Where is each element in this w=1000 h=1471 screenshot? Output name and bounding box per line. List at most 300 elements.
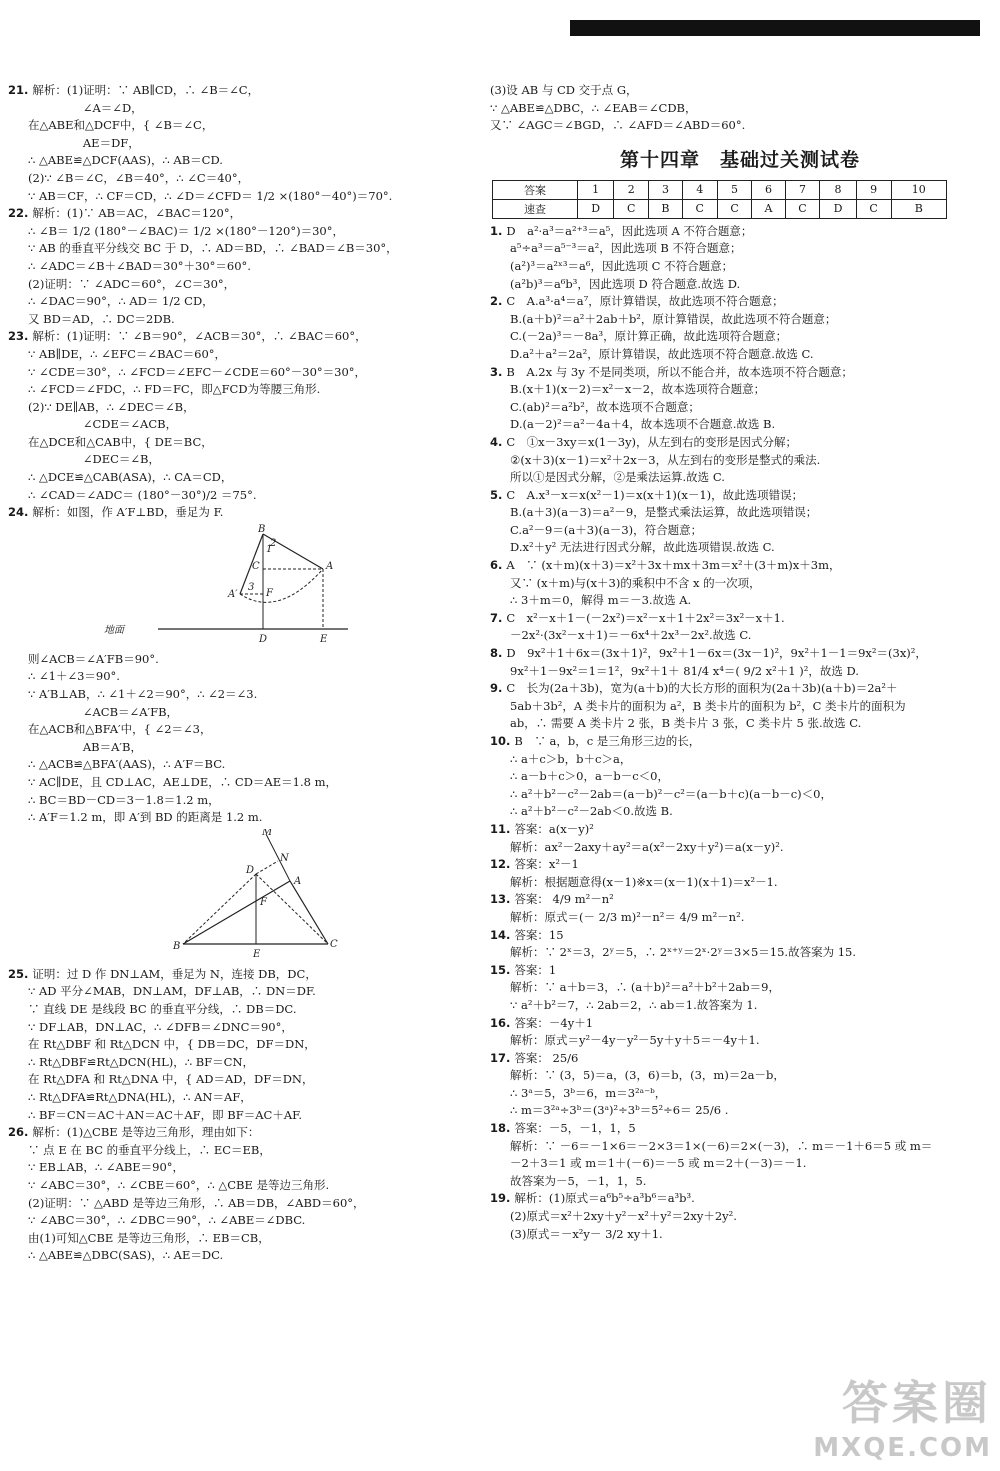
text-line xyxy=(490,434,990,452)
line-text: ∴ ∠1＋∠3＝90°. xyxy=(28,669,120,684)
text-line xyxy=(490,1208,990,1226)
item-number xyxy=(490,840,510,854)
item-number xyxy=(8,189,28,203)
item-number xyxy=(8,277,28,291)
item-number: 23. xyxy=(8,329,33,344)
table-answer-cell: C xyxy=(614,199,649,218)
text-line xyxy=(490,1190,990,1208)
item-number xyxy=(490,347,510,361)
text-line xyxy=(490,997,990,1015)
item-number xyxy=(490,1209,510,1223)
item-number xyxy=(8,365,28,379)
svg-text:F: F xyxy=(260,896,267,908)
line-text: C.a²－9＝(a＋3)(a－3)，符合题意； xyxy=(510,522,703,537)
line-text: D.a²＋a²＝2a²，原计算错误，故此选项不符合题意.故选 C. xyxy=(510,346,814,361)
text-line xyxy=(8,704,468,722)
line-text: ②(x＋3)(x－1)＝x²＋2x－3，从左到右的变形是整式的乘法. xyxy=(510,452,821,467)
text-line xyxy=(490,663,990,681)
line-text: ∴ Rt△DFA≌Rt△DNA(HL)，∴ AN＝AF， xyxy=(28,1089,252,1104)
item-number xyxy=(8,775,28,789)
item-number xyxy=(8,1143,28,1157)
text-line xyxy=(490,1067,990,1085)
intro-line: ∵ △ABE≌△DBC，∴ ∠EAB＝∠CDB， xyxy=(490,100,697,115)
line-text: ∵ 点 E 在 BC 的垂直平分线上，∴ EC＝EB， xyxy=(28,1142,271,1157)
line-text: ∵ AB＝CF，∴ CF＝CD，∴ ∠D＝∠CFD＝ 1/2 ×(180°－40°)＝70°. xyxy=(28,188,393,203)
text-line xyxy=(8,1177,468,1195)
line-text: 解析：(1)原式＝a⁶b⁵÷a³b⁶＝a³b³. xyxy=(514,1191,695,1206)
text-line xyxy=(490,1015,990,1033)
table-answer-cell: B xyxy=(891,199,946,218)
line-text: ∴ 3ᵃ＝5，3ᵇ＝6，m＝3²ᵃ⁻ᵇ， xyxy=(510,1085,667,1100)
item-number xyxy=(8,382,28,396)
text-line xyxy=(490,803,990,821)
line-text: ∠A＝∠D， xyxy=(28,100,143,115)
text-line xyxy=(8,809,468,827)
line-text: 答案：－4y＋1 xyxy=(514,1015,594,1030)
answer-table-number-row xyxy=(493,180,947,199)
item-number xyxy=(490,752,510,766)
text-line xyxy=(8,1107,468,1125)
line-text: C x²－x＋1－(－2x²)＝x²－x＋1＋2x²＝3x²－x＋1. xyxy=(506,610,785,625)
item-number xyxy=(490,1086,510,1100)
text-line xyxy=(8,1195,468,1213)
left-text-part3 xyxy=(8,966,468,1265)
text-line xyxy=(8,469,468,487)
text-line xyxy=(490,1155,990,1173)
item-number xyxy=(490,980,510,994)
line-text: ∴ a²＋b²－c²－2ab＜0.故选 B. xyxy=(510,804,673,819)
item-number: 12. xyxy=(490,857,515,872)
text-line xyxy=(8,983,468,1001)
svg-text:N: N xyxy=(280,852,289,864)
line-text: 则∠ACB＝∠A′FB＝90°. xyxy=(28,651,159,666)
line-text: 解析：∵ (3，5)＝a，(3，6)＝b，(3，m)＝2a－b， xyxy=(510,1068,785,1083)
item-number xyxy=(490,241,510,255)
text-line xyxy=(8,117,468,135)
text-line xyxy=(8,346,468,364)
line-text: ∵ ∠CDE＝30°，∴ ∠FCD＝∠EFC－∠CDE＝60°－30°＝30°， xyxy=(28,364,367,379)
text-line xyxy=(8,434,468,452)
text-line xyxy=(490,258,990,276)
line-text: ∴ △ACB≌△BFA′(AAS)，∴ A′F＝BC. xyxy=(28,757,226,772)
item-number xyxy=(490,400,510,414)
line-text: 证明：过 D 作 DN⊥AM，垂足为 N，连接 DB，DC， xyxy=(32,966,317,981)
line-text: 解析：∵ －6＝－1×6＝－2×3＝1×(－6)＝2×(－3)，∴ m＝－1＋6＝5 或 m＝ xyxy=(510,1138,933,1153)
line-text: C A.x³－x＝x(x²－1)＝x(x＋1)(x－1)，故此选项错误； xyxy=(506,487,804,502)
text-line xyxy=(490,909,990,927)
line-text: ∴ △DCE≌△CAB(ASA)，∴ CA＝CD， xyxy=(28,470,233,485)
text-line xyxy=(8,311,468,329)
text-line xyxy=(490,1032,990,1050)
item-number xyxy=(490,1103,510,1117)
text-line xyxy=(490,627,990,645)
line-text: 在△DCE和△CAB中，{ DE＝BC， xyxy=(28,434,213,449)
text-line xyxy=(490,1120,990,1138)
figure-bisector-svg xyxy=(8,829,468,959)
item-number xyxy=(490,505,510,519)
line-text: ∵ DF⊥AB，DN⊥AC，∴ ∠DFB＝∠DNC＝90°， xyxy=(28,1019,293,1034)
text-line xyxy=(8,328,468,346)
text-line xyxy=(8,1142,468,1160)
line-text: ∴ A′F＝1.2 m，即 A′到 BD 的距离是 1.2 m. xyxy=(28,810,263,825)
line-text: ∴ △ABE≌△DCF(AAS)，∴ AB＝CD. xyxy=(28,153,223,168)
table-number-cell: 1 xyxy=(578,180,614,199)
text-line xyxy=(8,1054,468,1072)
item-number xyxy=(490,523,510,537)
item-number xyxy=(490,699,510,713)
item-number xyxy=(490,716,510,730)
item-number xyxy=(8,101,28,115)
figure-bisector xyxy=(8,829,468,962)
table-number-cell: 9 xyxy=(856,180,891,199)
text-line xyxy=(8,1159,468,1177)
text-line xyxy=(8,276,468,294)
item-number: 13. xyxy=(490,892,515,907)
item-number xyxy=(490,382,510,396)
line-text: ∵ a²＋b²＝7，∴ 2ab＝2，∴ ab＝1.故答案为 1. xyxy=(510,997,758,1012)
line-text: 由(1)可知△CBE 是等边三角形，∴ EB＝CB， xyxy=(28,1230,270,1245)
item-number xyxy=(490,417,510,431)
text-line xyxy=(8,364,468,382)
line-text: ∠DEC＝∠B， xyxy=(28,452,161,467)
item-number: 25. xyxy=(8,966,33,981)
item-number xyxy=(490,312,510,326)
text-line xyxy=(490,557,990,575)
text-line xyxy=(490,381,990,399)
item-number: 3. xyxy=(490,364,507,379)
svg-text:B: B xyxy=(173,940,181,952)
item-number: 6. xyxy=(490,558,507,573)
table-number-cell: 2 xyxy=(614,180,649,199)
line-text: 5ab＋3b²，A 类卡片的面积为 a²，B 类卡片的面积为 b²，C 类卡片的面积为 xyxy=(510,698,906,713)
svg-text:D: D xyxy=(246,864,255,876)
text-line xyxy=(490,891,990,909)
item-number xyxy=(490,1033,510,1047)
line-text: (a²)³＝a²ˣ³＝a⁶，因此选项 C 不符合题意； xyxy=(510,258,734,273)
line-text: 在 Rt△DFA 和 Rt△DNA 中，{ AD＝AD，DF＝DN， xyxy=(28,1072,314,1087)
item-number: 11. xyxy=(490,821,515,836)
item-number xyxy=(8,470,28,484)
text-line xyxy=(490,680,990,698)
svg-text:C: C xyxy=(252,560,260,572)
line-text: 答案：x²－1 xyxy=(514,857,579,872)
line-text: ∠CDE＝∠ACB， xyxy=(28,417,178,432)
header-bar xyxy=(570,20,980,36)
text-line xyxy=(490,1085,990,1103)
line-text: 答案：a(x－y)² xyxy=(514,821,594,836)
item-number xyxy=(490,1174,510,1188)
item-number xyxy=(490,1227,510,1241)
text-line xyxy=(490,328,990,346)
item-number: 15. xyxy=(490,962,515,977)
line-text: ∵ AB∥DE，∴ ∠EFC＝∠BAC＝60°， xyxy=(28,346,227,361)
text-line xyxy=(490,487,990,505)
item-number xyxy=(8,740,28,754)
text-line xyxy=(8,504,468,522)
text-line xyxy=(490,944,990,962)
text-line xyxy=(490,962,990,980)
line-text: ∴ ∠CAD＝∠ADC＝ (180°－30°)/2 ＝75°. xyxy=(28,487,257,502)
text-line xyxy=(490,839,990,857)
line-text: B ∵ a，b，c 是三角形三边的长， xyxy=(514,734,701,748)
item-number: 19. xyxy=(490,1191,515,1206)
line-text: B A.2x 与 3y 不是同类项，所以不能合并，故本选项不符合题意； xyxy=(506,364,853,379)
item-number xyxy=(490,1139,510,1153)
figure-ladder xyxy=(8,524,468,647)
text-line xyxy=(490,539,990,557)
svg-text:M: M xyxy=(262,828,273,838)
text-line xyxy=(8,1036,468,1054)
line-text: ∴ a＋c＞b，b＋c＞a， xyxy=(510,751,632,766)
line-text: ∵ AC∥DE，且 CD⊥AC，AE⊥DE，∴ CD＝AE＝1.8 m， xyxy=(28,775,337,789)
text-line xyxy=(490,399,990,417)
line-text: 解析：原式＝y²－4y－y²－5y＋y＋5＝－4y＋1. xyxy=(510,1033,760,1048)
table-answer-cell: C xyxy=(682,199,717,218)
text-line xyxy=(8,416,468,434)
svg-text:2: 2 xyxy=(270,537,277,549)
item-number xyxy=(8,1055,28,1069)
item-number xyxy=(8,241,28,255)
item-number xyxy=(8,452,28,466)
item-number xyxy=(8,259,28,273)
text-line xyxy=(490,240,990,258)
line-text: 在△ACB和△BFA′中，{ ∠2＝∠3， xyxy=(28,722,212,737)
line-text: (2)∵ ∠B＝∠C，∠B＝40°，∴ ∠C＝40°， xyxy=(28,170,250,185)
line-text: ∴ a－b＋c＞0，a－b－c＜0， xyxy=(510,769,669,784)
item-number xyxy=(8,705,28,719)
item-number xyxy=(8,417,28,431)
item-number xyxy=(8,488,28,502)
item-number: 8. xyxy=(490,646,507,661)
table-answer-cell: C xyxy=(717,199,752,218)
item-number: 9. xyxy=(490,681,507,696)
line-text: ∠ACB＝∠A′FB， xyxy=(28,704,179,719)
item-number: 10. xyxy=(490,734,515,748)
line-text: 解析：(1)证明：∵ AB∥CD，∴ ∠B＝∠C， xyxy=(32,83,260,97)
line-text: 解析：如图，作 A′F⊥BD，垂足为 F. xyxy=(32,505,224,520)
text-line xyxy=(490,768,990,786)
text-line xyxy=(8,651,468,669)
line-text: 解析：原式＝(－ 2/3 m)²－n²＝ 4/9 m²－n². xyxy=(510,909,745,924)
item-number xyxy=(8,1037,28,1051)
item-number xyxy=(8,294,28,308)
item-number xyxy=(8,1020,28,1034)
line-text: C ①x－3xy＝x(1－3y)，从左到右的变形是因式分解； xyxy=(506,434,798,449)
line-text: (2)原式＝x²＋2xy＋y²－x²＋y²＝2xy＋2y². xyxy=(510,1209,737,1224)
text-line xyxy=(490,504,990,522)
text-line xyxy=(8,170,468,188)
table-number-cell: 7 xyxy=(785,180,820,199)
line-text: ∴ 3＋m＝0，解得 m＝－3.故选 A. xyxy=(510,593,692,608)
text-line xyxy=(8,792,468,810)
line-text: ∴ △ABE≌△DBC(SAS)，∴ AE＝DC. xyxy=(28,1248,224,1263)
item-number xyxy=(490,277,510,291)
item-number xyxy=(8,312,28,326)
text-line xyxy=(8,1001,468,1019)
text-line xyxy=(8,1124,468,1142)
line-text: D a²·a³＝a²⁺³＝a⁵，因此选项 A 不符合题意； xyxy=(506,223,753,238)
item-number xyxy=(490,470,510,484)
table-answer-cell: D xyxy=(820,199,856,218)
line-text: 答案：－5，－1，1，5 xyxy=(514,1121,636,1136)
line-text: －2x²·(3x²－x＋1)＝－6x⁴＋2x³－2x².故选 C. xyxy=(510,628,752,643)
text-line xyxy=(8,205,468,223)
line-text: ∵ ∠ABC＝30°，∴ ∠DBC＝90°，∴ ∠ABE＝∠DBC. xyxy=(28,1213,306,1228)
line-text: 解析：ax²－2axy＋ay²＝a(x²－2xy＋y²)＝a(x－y)². xyxy=(510,839,784,854)
item-number xyxy=(8,757,28,771)
text-line xyxy=(490,1050,990,1068)
item-number xyxy=(8,687,28,701)
text-line xyxy=(490,575,990,593)
text-line xyxy=(8,1089,468,1107)
item-number: 26. xyxy=(8,1125,33,1140)
item-number xyxy=(490,628,510,642)
table-number-cell: 3 xyxy=(649,180,683,199)
item-number xyxy=(8,1072,28,1086)
line-text: C.(ab)²＝a²b²，故本选项不合题意； xyxy=(510,399,700,414)
table-number-cell: 5 xyxy=(717,180,752,199)
right-text xyxy=(490,223,990,1243)
text-line xyxy=(490,469,990,487)
line-text: 答案：1 xyxy=(514,962,557,977)
text-line xyxy=(8,966,468,984)
line-text: ∵ EB⊥AB，∴ ∠ABE＝90°， xyxy=(28,1160,185,1175)
line-text: ∴ ∠FCD＝∠FDC，∴ FD＝FC，即△FCD为等腰三角形. xyxy=(28,382,321,397)
item-number xyxy=(8,435,28,449)
line-text: 答案：15 xyxy=(514,927,564,942)
item-number xyxy=(490,259,510,273)
text-line xyxy=(490,1173,990,1191)
item-number xyxy=(490,875,510,889)
item-number xyxy=(490,787,510,801)
line-text: AB＝A′B， xyxy=(28,739,142,754)
text-line xyxy=(8,487,468,505)
item-number: 5. xyxy=(490,487,507,502)
left-text-part1 xyxy=(8,82,468,522)
text-line xyxy=(8,399,468,417)
line-text: ∵ A′B⊥AB，∴ ∠1＋∠2＝90°，∴ ∠2＝∠3. xyxy=(28,687,258,702)
line-text: －2＋3＝1 或 m＝1＋(－6)＝－5 或 m＝2＋(－3)＝－1. xyxy=(510,1156,807,1171)
watermark-line1: 答案圈 xyxy=(842,1376,992,1430)
item-number xyxy=(490,804,510,818)
table-number-cell: 10 xyxy=(891,180,946,199)
line-text: D 9x²＋1＋6x＝(3x＋1)²，9x²＋1－6x＝(3x－1)²，9x²＋1－1＝9x²＝(3x)²， xyxy=(506,646,927,661)
line-text: (2)证明：∵ △ABD 是等边三角形，∴ AB＝DB，∠ABD＝60°， xyxy=(28,1195,365,1210)
item-number xyxy=(490,576,510,590)
item-number: 2. xyxy=(490,294,507,309)
line-text: 解析：(1)△CBE 是等边三角形，理由如下： xyxy=(32,1125,260,1140)
item-number xyxy=(8,118,28,132)
item-number xyxy=(8,136,28,150)
watermark xyxy=(813,1367,992,1463)
item-number xyxy=(8,153,28,167)
item-number xyxy=(490,910,510,924)
text-line xyxy=(8,451,468,469)
right-column xyxy=(490,82,990,1243)
text-line xyxy=(8,188,468,206)
line-text: a⁵÷a³＝a⁵⁻³＝a²，因此选项 B 不符合题意； xyxy=(510,241,742,256)
item-number xyxy=(8,1213,28,1227)
table-answer-cell: B xyxy=(649,199,683,218)
item-number xyxy=(490,593,510,607)
line-text: ∴ BF＝CN＝AC＋AN＝AC＋AF，即 BF＝AC＋AF. xyxy=(28,1107,302,1122)
text-line xyxy=(8,1019,468,1037)
text-line xyxy=(490,751,990,769)
line-text: ∴ ∠ADC＝∠B＋∠BAD＝30°＋30°＝60°. xyxy=(28,258,251,273)
text-line xyxy=(490,821,990,839)
text-line xyxy=(490,364,990,382)
text-line xyxy=(490,733,990,751)
left-text-part2 xyxy=(8,651,468,827)
intro-line: (3)设 AB 与 CD 交于点 G， xyxy=(490,83,638,97)
table-answer-cell: D xyxy=(578,199,614,218)
line-text: 又 BD＝AD，∴ DC＝2DB. xyxy=(28,311,175,326)
item-number: 21. xyxy=(8,83,33,97)
item-number: 7. xyxy=(490,610,507,625)
item-number xyxy=(8,1178,28,1192)
watermark-line2: MXQE.COM xyxy=(813,1433,992,1463)
line-text: B.(a＋b)²＝a²＋2ab＋b²，原计算错误，故此选项不符合题意； xyxy=(510,311,837,326)
line-text: 又∵ (x＋m)与(x＋3)的乘积中不含 x 的一次项， xyxy=(510,575,761,590)
line-text: A ∵ (x＋m)(x＋3)＝x²＋3x＋mx＋3m＝x²＋(3＋m)x＋3m， xyxy=(506,558,841,573)
text-line xyxy=(490,1138,990,1156)
line-text: 9x²＋1－9x²＝1＝1²，9x²＋1＋ 81/4 x⁴＝( 9/2 x²＋1 )²，故选 D. xyxy=(510,663,859,678)
item-number xyxy=(490,1156,510,1170)
text-line xyxy=(8,240,468,258)
table-head-cell: 速查 xyxy=(493,199,578,218)
item-number: 14. xyxy=(490,927,515,942)
item-number xyxy=(8,1108,28,1122)
left-column xyxy=(8,82,468,1265)
svg-text:E: E xyxy=(320,633,328,644)
item-number xyxy=(8,1196,28,1210)
svg-text:C: C xyxy=(330,938,338,950)
text-line xyxy=(8,1212,468,1230)
svg-text:A: A xyxy=(326,560,334,572)
table-number-cell: 4 xyxy=(682,180,717,199)
line-text: (3)原式＝－x²y－ 3/2 xy＋1. xyxy=(510,1226,663,1241)
item-number: 16. xyxy=(490,1015,515,1030)
right-intro xyxy=(490,82,990,135)
line-text: ∴ ∠B＝ 1/2 (180°－∠BAC)＝ 1/2 ×(180°－120°)＝30°， xyxy=(28,223,344,238)
text-line xyxy=(490,1102,990,1120)
line-text: (a²b)³＝a⁶b³，因此选项 D 符合题意.故选 D. xyxy=(510,276,741,291)
text-line xyxy=(8,381,468,399)
text-line xyxy=(490,522,990,540)
text-line xyxy=(490,645,990,663)
line-text: C.(－2a)³＝－8a³，原计算正确，故此选项符合题意； xyxy=(510,329,788,344)
line-text: ∴ BC＝BD－CD＝3－1.8＝1.2 m， xyxy=(28,792,220,807)
svg-text:A′: A′ xyxy=(228,588,238,600)
line-text: 故答案为－5，－1，1，5. xyxy=(510,1173,647,1188)
line-text: (2)∵ DE∥AB，∴ ∠DEC＝∠B， xyxy=(28,399,195,414)
table-number-cell: 6 xyxy=(752,180,785,199)
item-number xyxy=(490,769,510,783)
text-line xyxy=(490,715,990,733)
line-text: ∵ AB 的垂直平分线交 BC 于 D，∴ AD＝BD，∴ ∠BAD＝∠B＝30°， xyxy=(28,241,398,256)
text-line xyxy=(8,1071,468,1089)
text-line xyxy=(8,774,468,792)
line-text: C A.a³·a⁴＝a⁷，原计算错误，故此选项不符合题意； xyxy=(506,294,784,309)
line-text: (2)证明：∵ ∠ADC＝60°，∠C＝30°， xyxy=(28,276,236,291)
line-text: D.x²＋y² 无法进行因式分解，故此选项错误.故选 C. xyxy=(510,540,775,555)
text-line xyxy=(8,721,468,739)
item-number xyxy=(8,1160,28,1174)
text-line xyxy=(8,739,468,757)
text-line xyxy=(8,686,468,704)
text-line xyxy=(490,346,990,364)
text-line xyxy=(490,276,990,294)
